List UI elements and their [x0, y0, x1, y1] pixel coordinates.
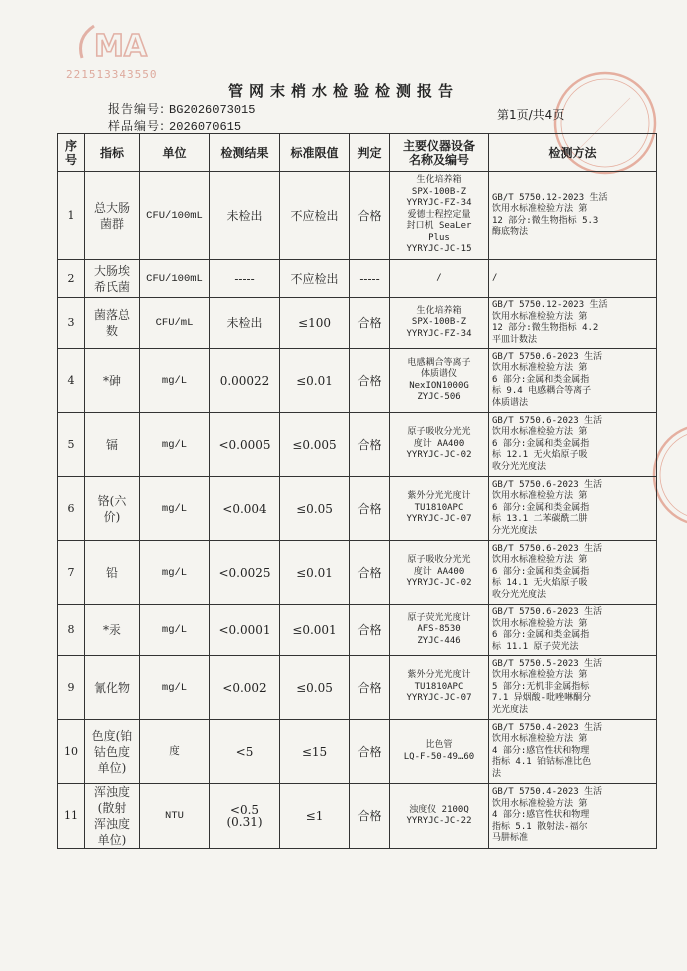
judgement-cell: 合格 — [350, 477, 390, 541]
report-number-value: BG2026073015 — [169, 103, 256, 117]
indicator-cell — [85, 784, 140, 849]
unit-cell: 度 — [140, 720, 210, 784]
indicator-cell — [85, 298, 140, 349]
row-index: 5 — [58, 413, 85, 477]
indicator-line: *汞 — [102, 623, 121, 637]
unit-cell: mg/L — [140, 413, 210, 477]
method-line: 6 部分:金属和类金属指 — [492, 566, 590, 577]
judgement-cell: ----- — [350, 260, 390, 298]
indicator-line: 浑浊度 — [93, 785, 130, 799]
instrument-line: TU1810APC — [414, 681, 464, 692]
instrument-line: 原子吸收分光光 — [407, 555, 471, 566]
result-line: <0.0001 — [218, 623, 271, 637]
method-line: GB/T 5750.6-2023 生活 — [492, 479, 603, 490]
instrument-line: YYRYJC-FZ-34 — [406, 328, 472, 339]
table-body — [58, 172, 657, 849]
method-line: 饮用水标准检验方法 第 — [492, 491, 588, 502]
col-header-judgement: 判定 — [350, 134, 390, 172]
method-line: 平皿计数法 — [492, 334, 538, 345]
indicator-line: 氰化物 — [93, 680, 130, 695]
result-cell — [210, 260, 280, 298]
instrument-line: YYRYJC-JC-15 — [406, 244, 472, 255]
method-line: 6 部分:金属和类金属指 — [492, 374, 590, 385]
instrument-line: 生化培养箱 — [416, 175, 462, 186]
method-line: GB/T 5750.12-2023 生活 — [492, 192, 608, 203]
row-index: 4 — [58, 349, 85, 413]
result-cell — [210, 477, 280, 541]
method-line: 法 — [492, 768, 502, 779]
instrument-line: 电感耦合等离子 — [407, 357, 471, 368]
result-line: 未检出 — [226, 316, 263, 330]
limit-cell: ≤1 — [280, 784, 350, 849]
table-header-row — [58, 134, 657, 172]
method-cell — [489, 172, 657, 260]
judgement-cell: 合格 — [350, 298, 390, 349]
instrument-line: 生化培养箱 — [416, 305, 462, 316]
ma-serial-number: 221513343550 — [66, 68, 158, 81]
instrument-cell — [390, 656, 489, 720]
method-line: 标 12.1 无火焰原子吸 — [492, 450, 588, 461]
method-line: 光光度法 — [492, 704, 529, 715]
table-row — [58, 413, 657, 477]
instrument-line: ZYJC-506 — [417, 392, 461, 402]
indicator-line: 大肠埃 — [93, 263, 130, 278]
judgement-cell: 合格 — [350, 413, 390, 477]
method-line: GB/T 5750.12-2023 生活 — [492, 300, 608, 310]
instrument-line: LQ-F-50-49…60 — [403, 751, 475, 762]
indicator-line: *砷 — [102, 373, 121, 388]
instrument-line: YYRYJC-JC-02 — [406, 450, 472, 461]
indicator-line: 色度(铂 — [91, 728, 133, 743]
report-title: 管网末梢水检验检测报告 — [227, 82, 459, 100]
indicator-line: 价) — [103, 509, 121, 524]
row-index: 2 — [58, 260, 85, 298]
instrument-cell — [390, 541, 489, 605]
table-row — [58, 784, 657, 849]
result-line: <5 — [235, 744, 254, 759]
indicator-cell — [85, 413, 140, 477]
limit-cell: ≤100 — [280, 298, 350, 349]
row-index: 3 — [58, 298, 85, 349]
method-line: GB/T 5750.6-2023 生活 — [492, 351, 603, 362]
indicator-line: 铬(六 — [97, 493, 127, 508]
method-line: 饮用水标准检验方法 第 — [492, 618, 588, 629]
method-line: 收分光光度法 — [492, 461, 547, 472]
table-row — [58, 260, 657, 298]
method-line: 4 部分:感官性状和物理 — [492, 745, 590, 756]
result-cell — [210, 605, 280, 656]
method-line: GB/T 5750.4-2023 生活 — [492, 787, 603, 798]
limit-cell: ≤0.05 — [280, 477, 350, 541]
limit-cell: ≤0.001 — [280, 605, 350, 656]
instrument-cell — [390, 784, 489, 849]
method-line: 标 14.1 无火焰原子吸 — [492, 578, 588, 589]
result-line: <0.5 — [229, 803, 260, 817]
method-line: GB/T 5750.6-2023 生活 — [492, 607, 603, 617]
method-line: 6 部分:金属和类金属指 — [492, 502, 590, 513]
instrument-line: NexION1000G — [409, 380, 469, 391]
result-cell — [210, 541, 280, 605]
indicator-line: 钴色度 — [93, 744, 130, 759]
instrument-line: YYRYJC-FZ-34 — [406, 198, 472, 209]
method-line: 收分光光度法 — [492, 589, 547, 600]
instrument-line: YYRYJC-JC-07 — [406, 514, 472, 525]
results-table — [57, 133, 657, 849]
instrument-line: 紫外分光光度计 — [407, 491, 471, 502]
table-row — [58, 541, 657, 605]
unit-cell: mg/L — [140, 605, 210, 656]
instrument-line: / — [436, 272, 442, 283]
result-line: 未检出 — [226, 208, 263, 223]
table-row — [58, 298, 657, 349]
indicator-cell — [85, 349, 140, 413]
row-index: 8 — [58, 605, 85, 656]
instrument-line: Plus — [428, 232, 450, 243]
sample-number-label: 样品编号: — [108, 119, 166, 133]
instrument-line: 体质谱仪 — [420, 369, 457, 379]
instrument-line: 原子吸收分光光 — [407, 427, 471, 438]
method-line: 6 部分:金属和类金属指 — [492, 438, 590, 449]
instrument-cell — [390, 720, 489, 784]
method-line: 饮用水标准检验方法 第 — [492, 427, 588, 438]
col-header-unit: 单位 — [140, 134, 210, 172]
instrument-line: YYRYJC-JC-07 — [406, 693, 472, 704]
sample-number — [108, 117, 241, 134]
method-cell — [489, 720, 657, 784]
indicator-cell — [85, 260, 140, 298]
instrument-line: ZYJC-446 — [417, 635, 461, 646]
table-row — [58, 477, 657, 541]
method-line: 饮用水标准检验方法 第 — [492, 204, 588, 214]
method-line: 6 部分:金属和类金属指 — [492, 630, 590, 640]
method-line: 马肼标准 — [492, 833, 529, 844]
result-line: ----- — [234, 271, 255, 286]
unit-cell: CFU/100mL — [140, 260, 210, 298]
indicator-line: 浑浊度 — [93, 817, 130, 831]
method-line: 4 部分:感官性状和物理 — [492, 810, 590, 821]
method-line: GB/T 5750.6-2023 生活 — [492, 543, 603, 554]
instrument-line: YYRYJC-JC-02 — [406, 578, 472, 589]
judgement-cell: 合格 — [350, 656, 390, 720]
method-cell — [489, 784, 657, 849]
indicator-cell — [85, 720, 140, 784]
table-row — [58, 605, 657, 656]
method-cell — [489, 349, 657, 413]
limit-cell: 不应检出 — [280, 260, 350, 298]
report-number — [108, 100, 255, 117]
report-number-label: 报告编号: — [108, 102, 166, 116]
method-line: / — [492, 272, 498, 283]
method-cell — [489, 477, 657, 541]
method-line: 7.1 异烟酸-吡唑啉酮分 — [492, 693, 592, 704]
unit-cell: mg/L — [140, 477, 210, 541]
method-cell — [489, 656, 657, 720]
method-line: 指标 4.1 铂钴标准比色 — [492, 757, 592, 768]
result-cell — [210, 720, 280, 784]
instrument-cell — [390, 172, 489, 260]
table-row — [58, 349, 657, 413]
instrument-cell — [390, 477, 489, 541]
col-header-method: 检测方法 — [489, 134, 657, 172]
instrument-line: TU1810APC — [414, 502, 464, 513]
result-line: <0.004 — [222, 501, 267, 516]
instrument-cell — [390, 298, 489, 349]
instrument-line: AFS-8530 — [417, 624, 461, 635]
indicator-cell — [85, 656, 140, 720]
table-row — [58, 720, 657, 784]
col-header-instrument: 主要仪器设备 名称及编号 — [390, 134, 489, 172]
result-line: <0.002 — [222, 680, 267, 695]
indicator-cell — [85, 541, 140, 605]
judgement-cell: 合格 — [350, 720, 390, 784]
unit-cell: NTU — [140, 784, 210, 849]
indicator-cell — [85, 605, 140, 656]
method-line: GB/T 5750.6-2023 生活 — [492, 415, 603, 426]
row-index: 9 — [58, 656, 85, 720]
result-cell — [210, 172, 280, 260]
result-cell — [210, 298, 280, 349]
method-line: 分光光度法 — [492, 525, 538, 536]
method-line: 酶底物法 — [492, 227, 529, 237]
result-line: (0.31) — [226, 815, 263, 829]
limit-cell: 不应检出 — [280, 172, 350, 260]
instrument-line: 浊度仪 2100Q — [409, 804, 469, 815]
judgement-cell: 合格 — [350, 172, 390, 260]
table-row — [58, 172, 657, 260]
row-index: 6 — [58, 477, 85, 541]
judgement-cell: 合格 — [350, 541, 390, 605]
judgement-cell: 合格 — [350, 784, 390, 849]
col-header-limit: 标准限值 — [280, 134, 350, 172]
method-line: 饮用水标准检验方法 第 — [492, 670, 588, 681]
method-line: 饮用水标准检验方法 第 — [492, 734, 588, 745]
judgement-cell: 合格 — [350, 349, 390, 413]
instrument-cell — [390, 349, 489, 413]
indicator-line: 单位) — [97, 760, 127, 775]
method-line: 饮用水标准检验方法 第 — [492, 311, 588, 322]
method-line: 饮用水标准检验方法 第 — [492, 798, 588, 809]
result-line: <0.0005 — [218, 437, 271, 452]
unit-cell: mg/L — [140, 656, 210, 720]
instrument-line: 紫外分光光度计 — [407, 670, 471, 681]
method-line: 标 13.1 二苯碳酰二肼 — [492, 514, 588, 525]
instrument-cell — [390, 413, 489, 477]
col-header-indicator: 指标 — [85, 134, 140, 172]
instrument-line: 度计 AA400 — [413, 438, 465, 449]
method-line: 标 11.1 原子荧光法 — [492, 641, 579, 652]
indicator-line: 数 — [105, 324, 118, 338]
indicator-line: 铅 — [105, 565, 118, 580]
instrument-line: SPX-100B-Z — [411, 317, 467, 328]
result-cell — [210, 656, 280, 720]
ma-mark: MA — [94, 29, 148, 64]
method-line: 饮用水标准检验方法 第 — [492, 363, 588, 374]
method-line: GB/T 5750.5-2023 生活 — [492, 658, 603, 669]
limit-cell: ≤15 — [280, 720, 350, 784]
col-header-result: 检测结果 — [210, 134, 280, 172]
indicator-line: 单位) — [97, 833, 127, 847]
cma-seal-icon — [72, 18, 160, 68]
sample-number-value: 2026070615 — [169, 120, 242, 134]
instrument-line: 比色管 — [425, 740, 453, 750]
method-line: 指标 5.1 散射法-福尔 — [492, 821, 588, 832]
result-line: <0.0025 — [218, 565, 271, 580]
method-cell — [489, 413, 657, 477]
method-line: 饮用水标准检验方法 第 — [492, 555, 588, 566]
method-line: 体质谱法 — [492, 397, 529, 408]
indicator-line: 总大肠 — [93, 200, 130, 215]
limit-cell: ≤0.005 — [280, 413, 350, 477]
indicator-line: 菌落总 — [93, 308, 130, 322]
limit-cell: ≤0.05 — [280, 656, 350, 720]
method-line: 12 部分:微生物指标 4.2 — [492, 323, 599, 333]
instrument-line: 封口机 SeaLer — [406, 221, 472, 232]
indicator-line: 希氏菌 — [93, 279, 130, 294]
indicator-line: 菌群 — [99, 216, 124, 231]
method-cell — [489, 541, 657, 605]
method-cell — [489, 260, 657, 298]
row-index: 10 — [58, 720, 85, 784]
indicator-line: 镉 — [105, 437, 118, 452]
indicator-cell — [85, 172, 140, 260]
page-indicator: 第1页/共4页 — [497, 108, 565, 122]
row-index: 11 — [58, 784, 85, 849]
col-header-index: 序号 — [58, 134, 85, 172]
unit-cell: mg/L — [140, 541, 210, 605]
indicator-cell — [85, 477, 140, 541]
instrument-cell — [390, 260, 489, 298]
limit-cell: ≤0.01 — [280, 541, 350, 605]
result-cell — [210, 349, 280, 413]
unit-cell: CFU/100mL — [140, 172, 210, 260]
unit-cell: CFU/mL — [140, 298, 210, 349]
instrument-line: SPX-100B-Z — [411, 186, 467, 197]
result-cell — [210, 413, 280, 477]
result-cell — [210, 784, 280, 849]
instrument-line: 度计 AA400 — [413, 566, 465, 577]
row-index: 7 — [58, 541, 85, 605]
instrument-cell — [390, 605, 489, 656]
method-line: GB/T 5750.4-2023 生活 — [492, 722, 603, 733]
method-line: 标 9.4 电感耦合等离子 — [492, 386, 592, 397]
result-line: 0.00022 — [219, 373, 270, 388]
unit-cell: mg/L — [140, 349, 210, 413]
instrument-line: 原子荧光光度计 — [407, 612, 471, 623]
method-cell — [489, 605, 657, 656]
method-line: 5 部分:无机非金属指标 — [492, 681, 590, 692]
method-cell — [489, 298, 657, 349]
method-line: 12 部分:微生物指标 5.3 — [492, 215, 599, 226]
instrument-line: 爱德士程控定量 — [407, 209, 471, 220]
instrument-line: YYRYJC-JC-22 — [406, 816, 472, 826]
judgement-cell: 合格 — [350, 605, 390, 656]
indicator-line: (散射 — [97, 801, 127, 815]
limit-cell: ≤0.01 — [280, 349, 350, 413]
table-row — [58, 656, 657, 720]
row-index: 1 — [58, 172, 85, 260]
